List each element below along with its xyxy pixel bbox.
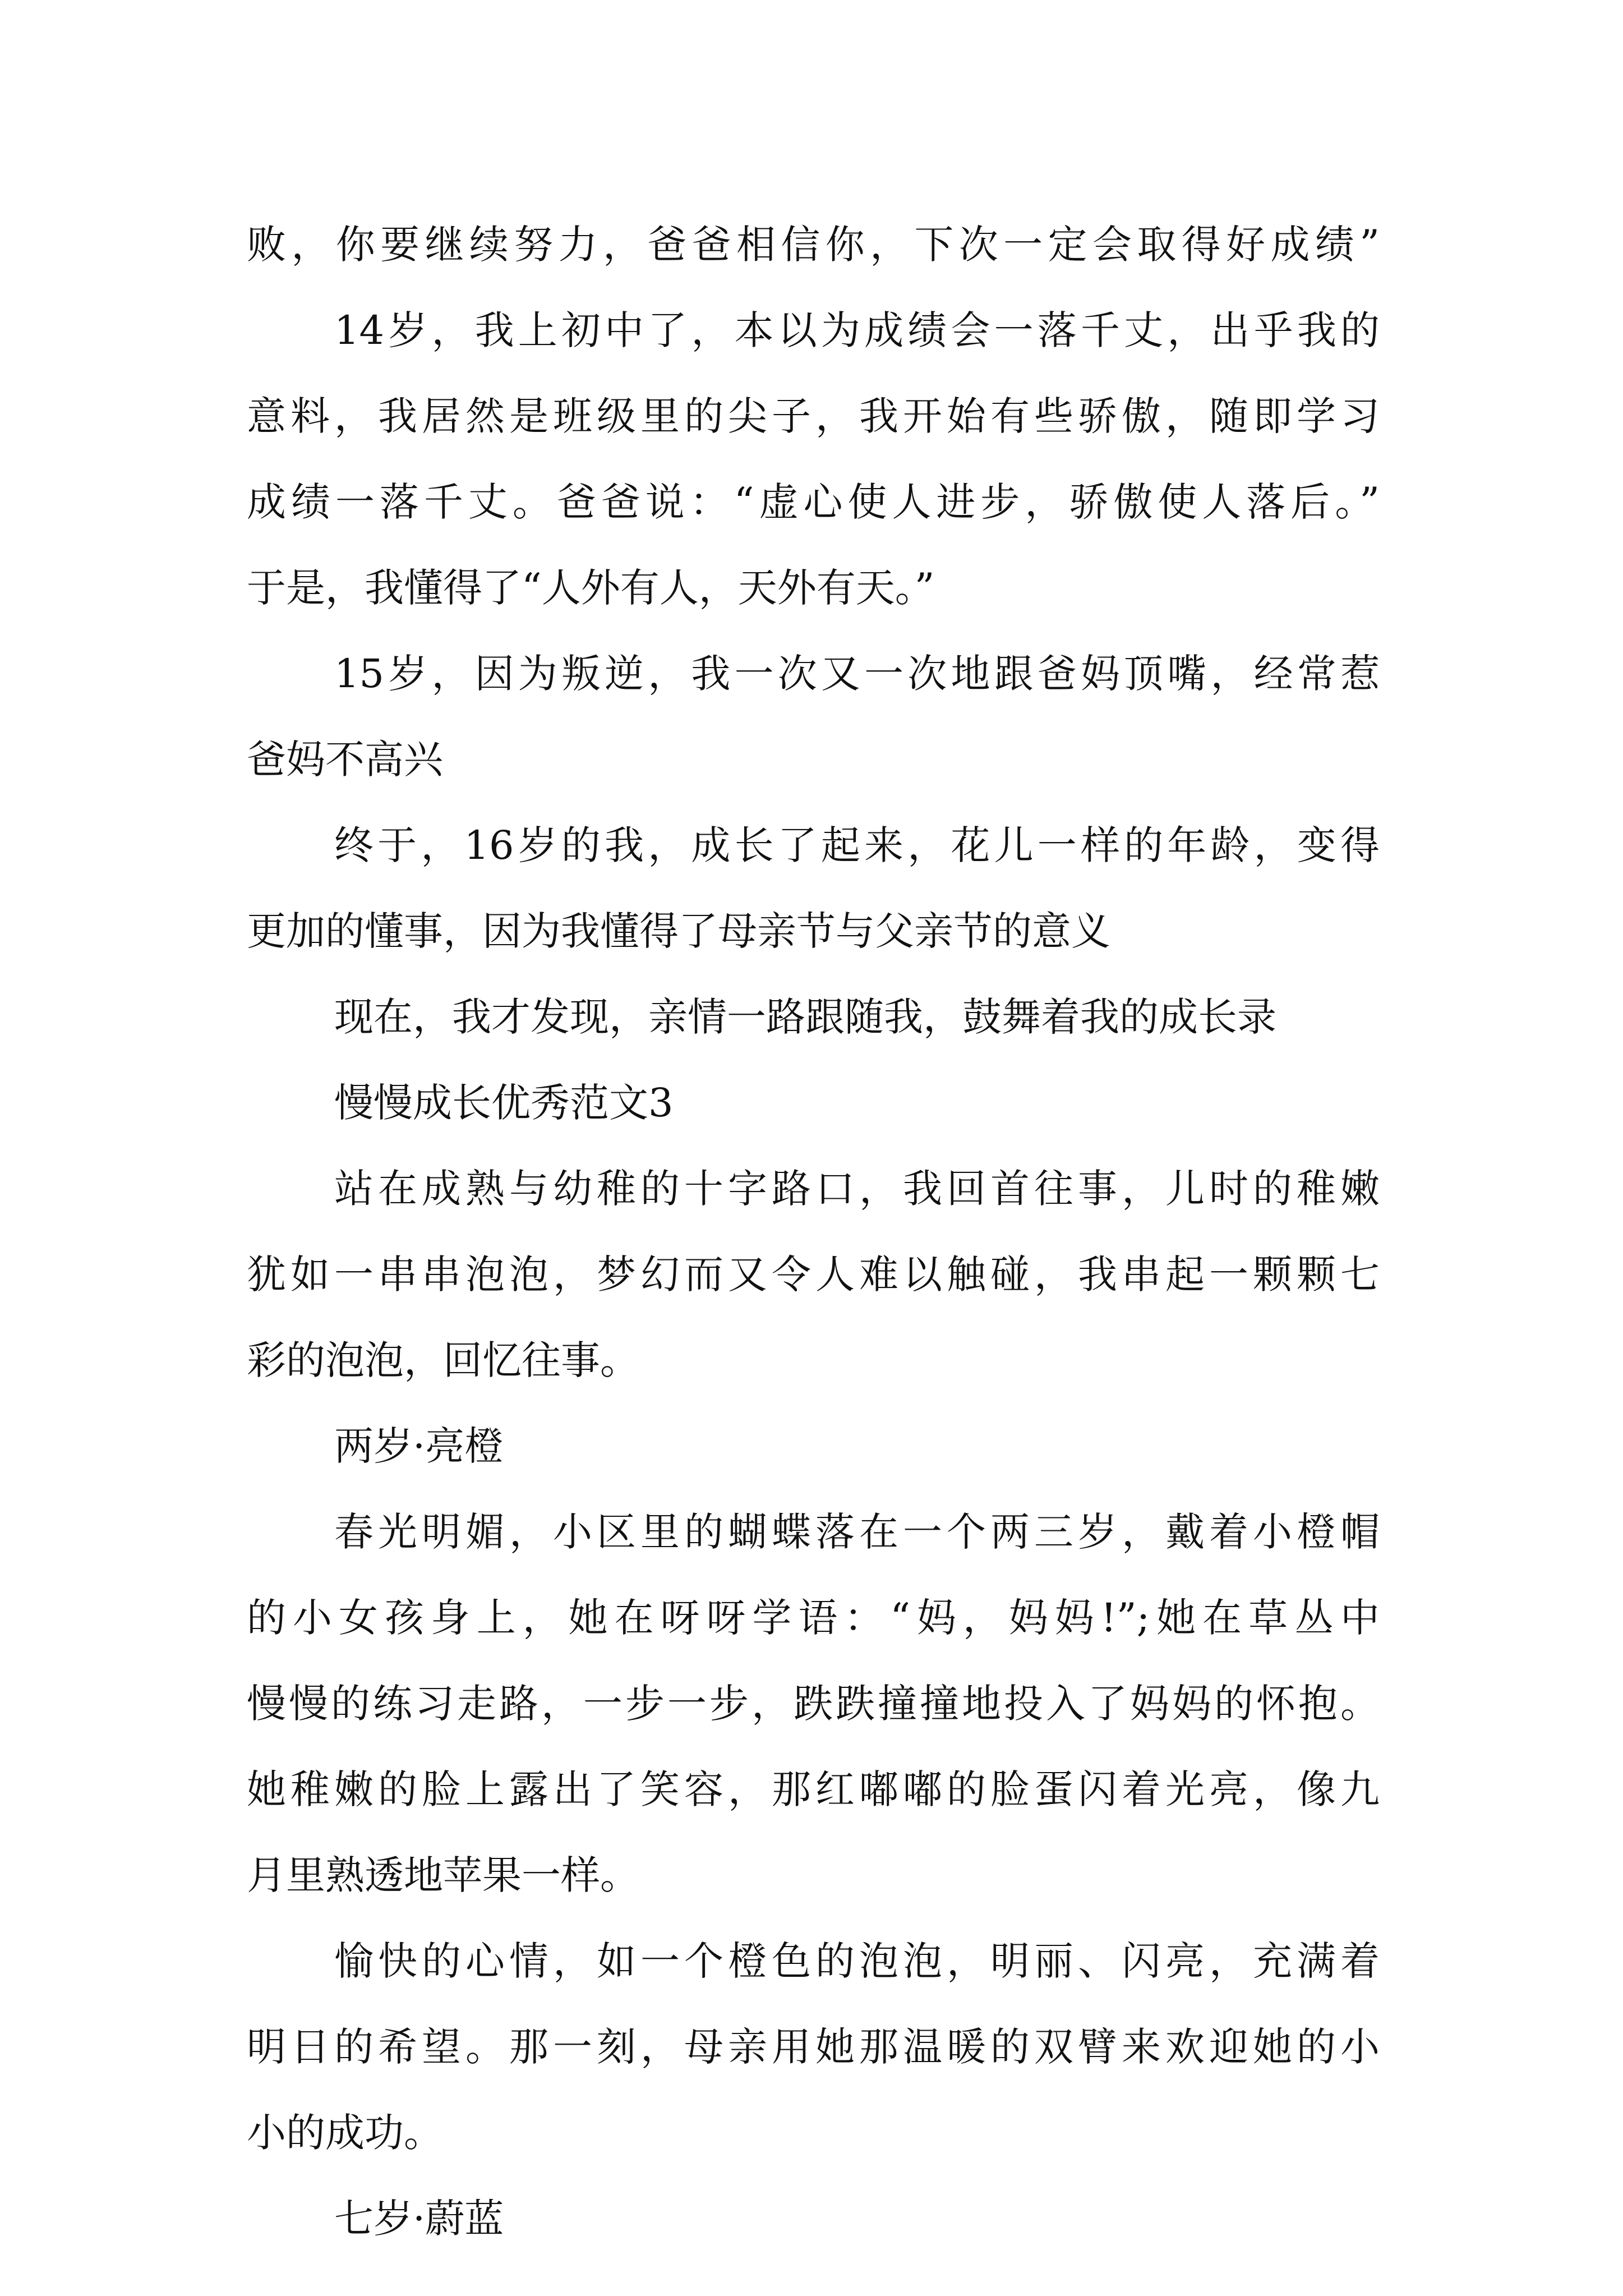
- paragraph-first-line: 愉快的心情，如一个橙色的泡泡，明丽、闪亮，充满着: [334, 1938, 1380, 1984]
- paragraph-first-line: 15岁，因为叛逆，我一次又一次地跟爸妈顶嘴，经常惹: [334, 651, 1380, 697]
- paragraph-last-line: 于是，我懂得了“人外有人，天外有天。”: [247, 565, 935, 611]
- paragraph-last-line: 更加的懂事，因为我懂得了母亲节与父亲节的意义: [247, 908, 1110, 954]
- paragraph-first-line: 春光明媚，小区里的蝴蝶落在一个两三岁，戴着小橙帽: [334, 1509, 1380, 1555]
- article-body: [247, 202, 1380, 2262]
- subheading: 七岁·蔚蓝: [334, 2196, 504, 2242]
- text-line: 慢慢的练习走路，一步一步，跌跌撞撞地投入了妈妈的怀抱。: [247, 1681, 1380, 1727]
- paragraph-last-line: 小的成功。: [247, 2110, 443, 2156]
- text-line: 她稚嫩的脸上露出了笑容，那红嘟嘟的脸蛋闪着光亮，像九: [247, 1766, 1380, 1812]
- text-line: 成绩一落千丈。爸爸说：“虚心使人进步，骄傲使人落后。”: [247, 479, 1380, 525]
- text-line: 明日的希望。那一刻，母亲用她那温暖的双臂来欢迎她的小: [247, 2024, 1380, 2070]
- text-line: 意料，我居然是班级里的尖子，我开始有些骄傲，随即学习: [247, 393, 1380, 439]
- paragraph-first-line: 14岁，我上初中了，本以为成绩会一落千丈，出乎我的: [334, 307, 1380, 353]
- paragraph-last-line: 爸妈不高兴: [247, 737, 443, 783]
- subheading: 两岁·亮橙: [334, 1423, 504, 1469]
- text-line: 的小女孩身上，她在呀呀学语：“妈，妈妈!”;她在草丛中: [247, 1595, 1380, 1641]
- single-line-paragraph: 现在，我才发现，亲情一路跟随我，鼓舞着我的成长录: [334, 994, 1276, 1040]
- section-heading: 慢慢成长优秀范文3: [334, 1080, 674, 1126]
- text-line: 犹如一串串泡泡，梦幻而又令人难以触碰，我串起一颗颗七: [247, 1251, 1380, 1297]
- paragraph-last-line: 彩的泡泡，回忆往事。: [247, 1337, 639, 1383]
- text-line: 败，你要继续努力，爸爸相信你，下次一定会取得好成绩”: [247, 222, 1380, 268]
- paragraph-last-line: 月里熟透地苹果一样。: [247, 1852, 639, 1898]
- paragraph-first-line: 终于，16岁的我，成长了起来，花儿一样的年龄，变得: [334, 822, 1380, 868]
- paragraph-first-line: 站在成熟与幼稚的十字路口，我回首往事，儿时的稚嫩: [334, 1166, 1380, 1212]
